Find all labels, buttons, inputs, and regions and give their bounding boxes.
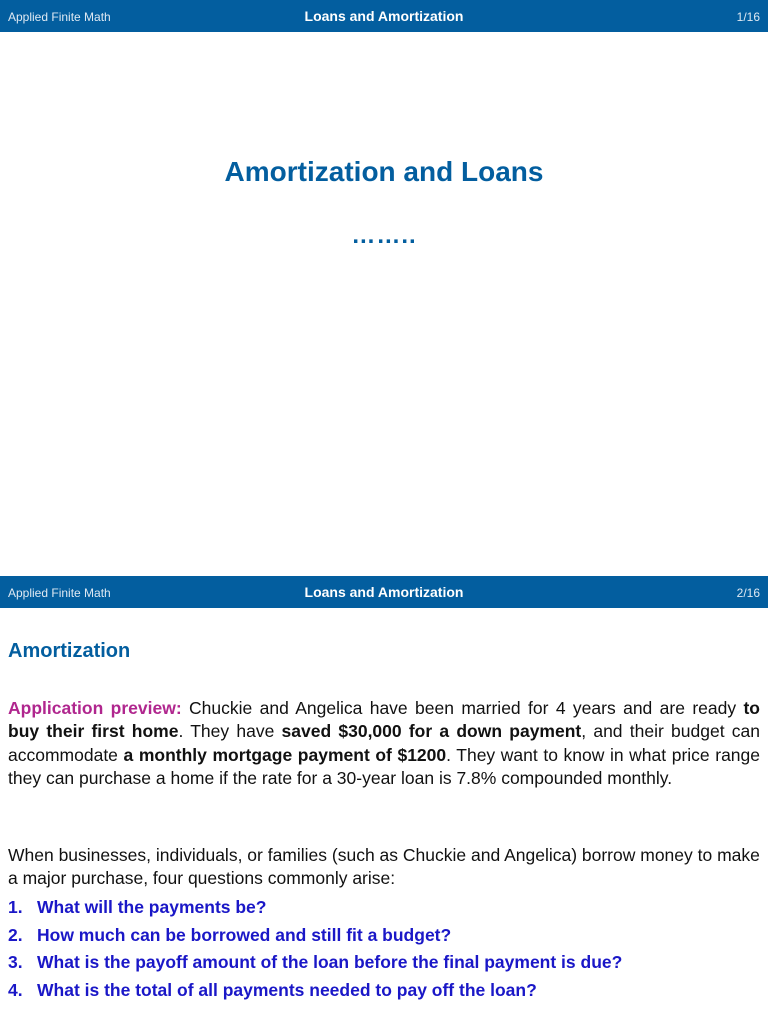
list-item [8,922,622,950]
slide-title: Amortization and Loans [224,156,544,187]
slide-header-bar [0,576,768,608]
question-text: What will the payments be? [37,897,267,917]
section-heading: Amortization [8,640,131,662]
ellipsis-dots: …….. [351,222,417,249]
preview-text: Chuckie and Angelica have been married for 4 years and are ready [181,698,744,718]
slide-header-bar [0,0,768,32]
course-name: Applied Finite Math [8,10,111,24]
question-text: How much can be borrowed and still fit a budget? [37,924,452,945]
list-number: 4. [8,979,23,1000]
course-name: Applied Finite Math [8,586,111,600]
list-item [8,894,622,922]
preview-emphasis: to buy their first home [8,698,760,742]
question-text: What is the total of all payments needed to pay off the loan? [37,979,537,1000]
question-text: What is the payoff amount of the loan before the final payment is due? [37,952,623,972]
preview-emphasis: a monthly mortgage payment of $1200 [123,744,447,765]
page-number: 1/16 [736,10,760,24]
list-number: 2. [8,924,23,945]
preview-emphasis: saved $30,000 for a down payment [281,721,582,742]
preview-text: , and their budget can accommodate [8,721,760,765]
preview-text: . They have [178,721,282,742]
topic-title: Loans and Amortization [304,8,464,24]
preview-text: . They want to know in what price range they can purchase a home if the rate for a 30-year loan is 7.8% compounded monthly. [8,744,760,788]
page-number: 2/16 [736,586,760,600]
intro-paragraph: When businesses, individuals, or families (such as Chuckie and Angelica) borrow money to make a major purchase, four questions commonly arise: [8,845,760,889]
list-item [8,949,622,977]
questions-list [8,894,622,1004]
preview-label: Application preview: [8,698,182,718]
list-item [8,977,622,1005]
topic-title: Loans and Amortization [304,584,464,600]
application-preview-paragraph [8,697,760,790]
slide-2 [0,576,768,1024]
list-number: 1. [8,897,23,917]
list-number: 3. [8,952,23,972]
